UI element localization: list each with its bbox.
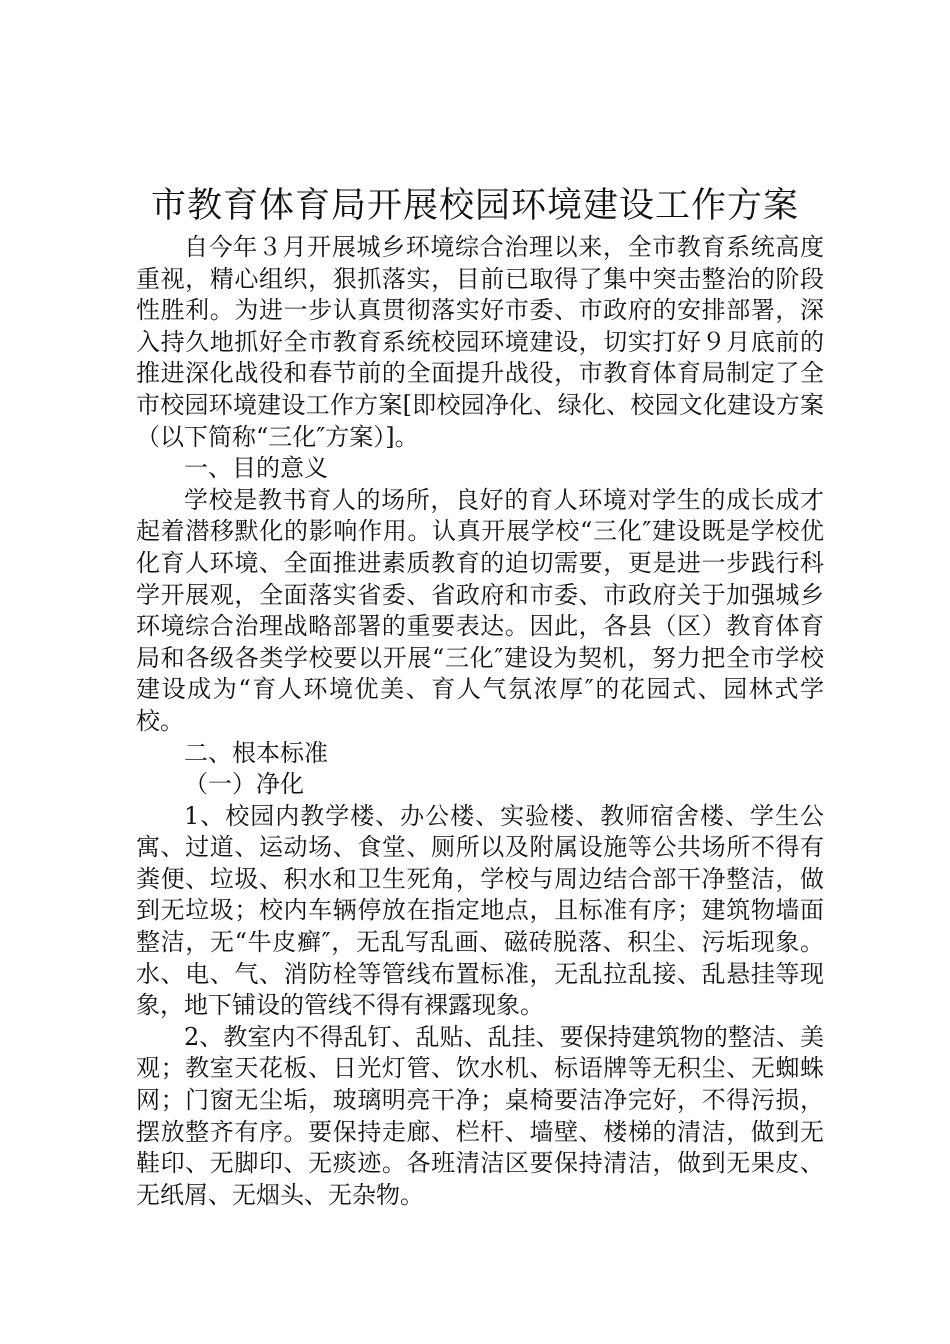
section-heading-standards: 二、根本标准: [184, 738, 328, 767]
document-body: [136, 232, 824, 1211]
paragraph-purpose: 学校是教书育人的场所，良好的育人环境对学生的成长成才起着潜移默化的影响作用。认真开展学校“三化″建设既是学校优化育人环境、全面推进素质教育的迫切需要，更是进一步践行科学开展观，全面落实省委、省政府和市委、市政府关于加强城乡环境综合治理战略部署的重要表达。因此，各县（区）教育体育局和各级各类学校要以开展“三化″建设为契机，努力把全市学校建设成为“育人环境优美、育人气氛浓厚″的花园式、园林式学校。: [136, 485, 824, 735]
subsection-heading-purification: （一）净化: [184, 770, 304, 799]
document-title: 市教育体育局开展校园环境建设工作方案: [150, 186, 799, 226]
paragraph-intro: 自今年３月开展城乡环境综合治理以来，全市教育系统高度重视，精心组织，狠抓落实，目前已取得了集中突击整治的阶段性胜利。为进一步认真贯彻落实好市委、市政府的安排部署，深入持久地抓好全市教育系统校园环境建设，切实打好９月底前的推进深化战役和春节前的全面提升战役，市教育体育局制定了全市校园环境建设工作方案[即校园净化、绿化、校园文化建设方案（以下简称“三化″方案）]。: [136, 233, 824, 451]
paragraph-item-1: 1、校园内教学楼、办公楼、实验楼、教师宿舍楼、学生公寓、过道、运动场、食堂、厕所以及附属设施等公共场所不得有粪便、垃圾、积水和卫生死角，学校与周边结合部干净整洁，做到无垃圾；校内车辆停放在指定地点，且标准有序；建筑物墙面整洁，无“牛皮癣″，无乱写乱画、磁砖脱落、积尘、污垢现象。水、电、气、消防栓等管线布置标准，无乱拉乱接、乱悬挂等现象，地下铺设的管线不得有裸露现象。: [136, 801, 824, 1020]
section-heading-purpose: 一、目的意义: [184, 454, 328, 483]
paragraph-item-2: 2、教室内不得乱钉、乱贴、乱挂、要保持建筑物的整洁、美观；教室天花板、日光灯管、饮水机、标语牌等无积尘、无蜘蛛网；门窗无尘垢，玻璃明亮干净；桌椅要洁净完好，不得污损，摆放整齐有序。要保持走廊、栏杆、墙壁、楼梯的清洁，做到无鞋印、无脚印、无痰迹。各班清洁区要保持清洁，做到无果皮、无纸屑、无烟头、无杂物。: [136, 1022, 824, 1209]
